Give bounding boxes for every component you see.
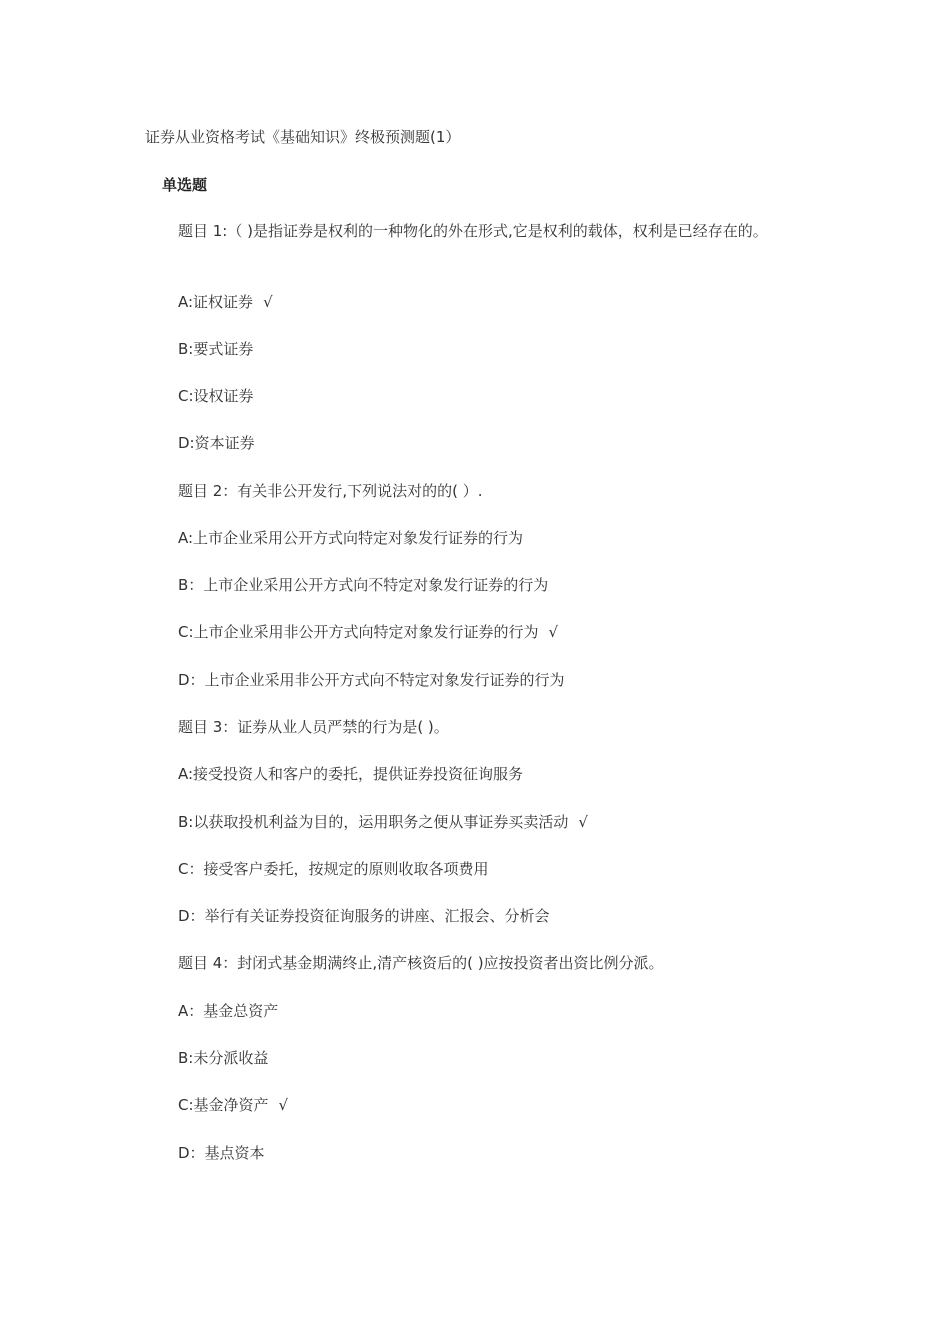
option-item: B：上市企业采用公开方式向不特定对象发行证券的行为 [178, 576, 549, 594]
option-item: A:上市企业采用公开方式向特定对象发行证券的行为 [178, 529, 524, 547]
correct-mark: √ [278, 1096, 289, 1114]
question-stem: 题目 2：有关非公开发行,下列说法对的的( ）. [178, 482, 483, 500]
correct-mark: √ [548, 623, 559, 641]
section-heading: 单选题 [162, 176, 208, 194]
option-item: A:接受投资人和客户的委托，提供证券投资征询服务 [178, 765, 524, 783]
question-stem: 题目 1:（ )是指证券是权利的一种物化的外在形式,它是权利的载体，权利是已经存在的。 [178, 222, 768, 240]
document-title: 证券从业资格考试《基础知识》终极预测题(1） [145, 128, 461, 146]
option-item: C：接受客户委托，按规定的原则收取各项费用 [178, 860, 489, 878]
option-item: D:资本证券 [178, 434, 255, 452]
option-item: C:设权证券 [178, 387, 254, 405]
option-item: A：基金总资产 [178, 1002, 279, 1020]
option-item: D：举行有关证券投资征询服务的讲座、汇报会、分析会 [178, 907, 550, 925]
option-item: B:以获取投机利益为目的，运用职务之便从事证券买卖活动 √ [178, 813, 588, 831]
option-item: A:证权证券 √ [178, 293, 273, 311]
question-stem: 题目 3：证券从业人员严禁的行为是( )。 [178, 718, 449, 736]
question-stem: 题目 4：封闭式基金期满终止,清产核资后的( )应按投资者出资比例分派。 [178, 954, 664, 972]
option-item: D：上市企业采用非公开方式向不特定对象发行证券的行为 [178, 671, 565, 689]
option-item: D：基点资本 [178, 1144, 265, 1162]
correct-mark: √ [263, 293, 273, 311]
option-item: C:基金净资产 √ [178, 1096, 289, 1114]
correct-mark: √ [578, 813, 588, 831]
option-item: C:上市企业采用非公开方式向特定对象发行证券的行为 √ [178, 623, 559, 641]
option-item: B:要式证券 [178, 340, 254, 358]
option-item: B:未分派收益 [178, 1049, 269, 1067]
